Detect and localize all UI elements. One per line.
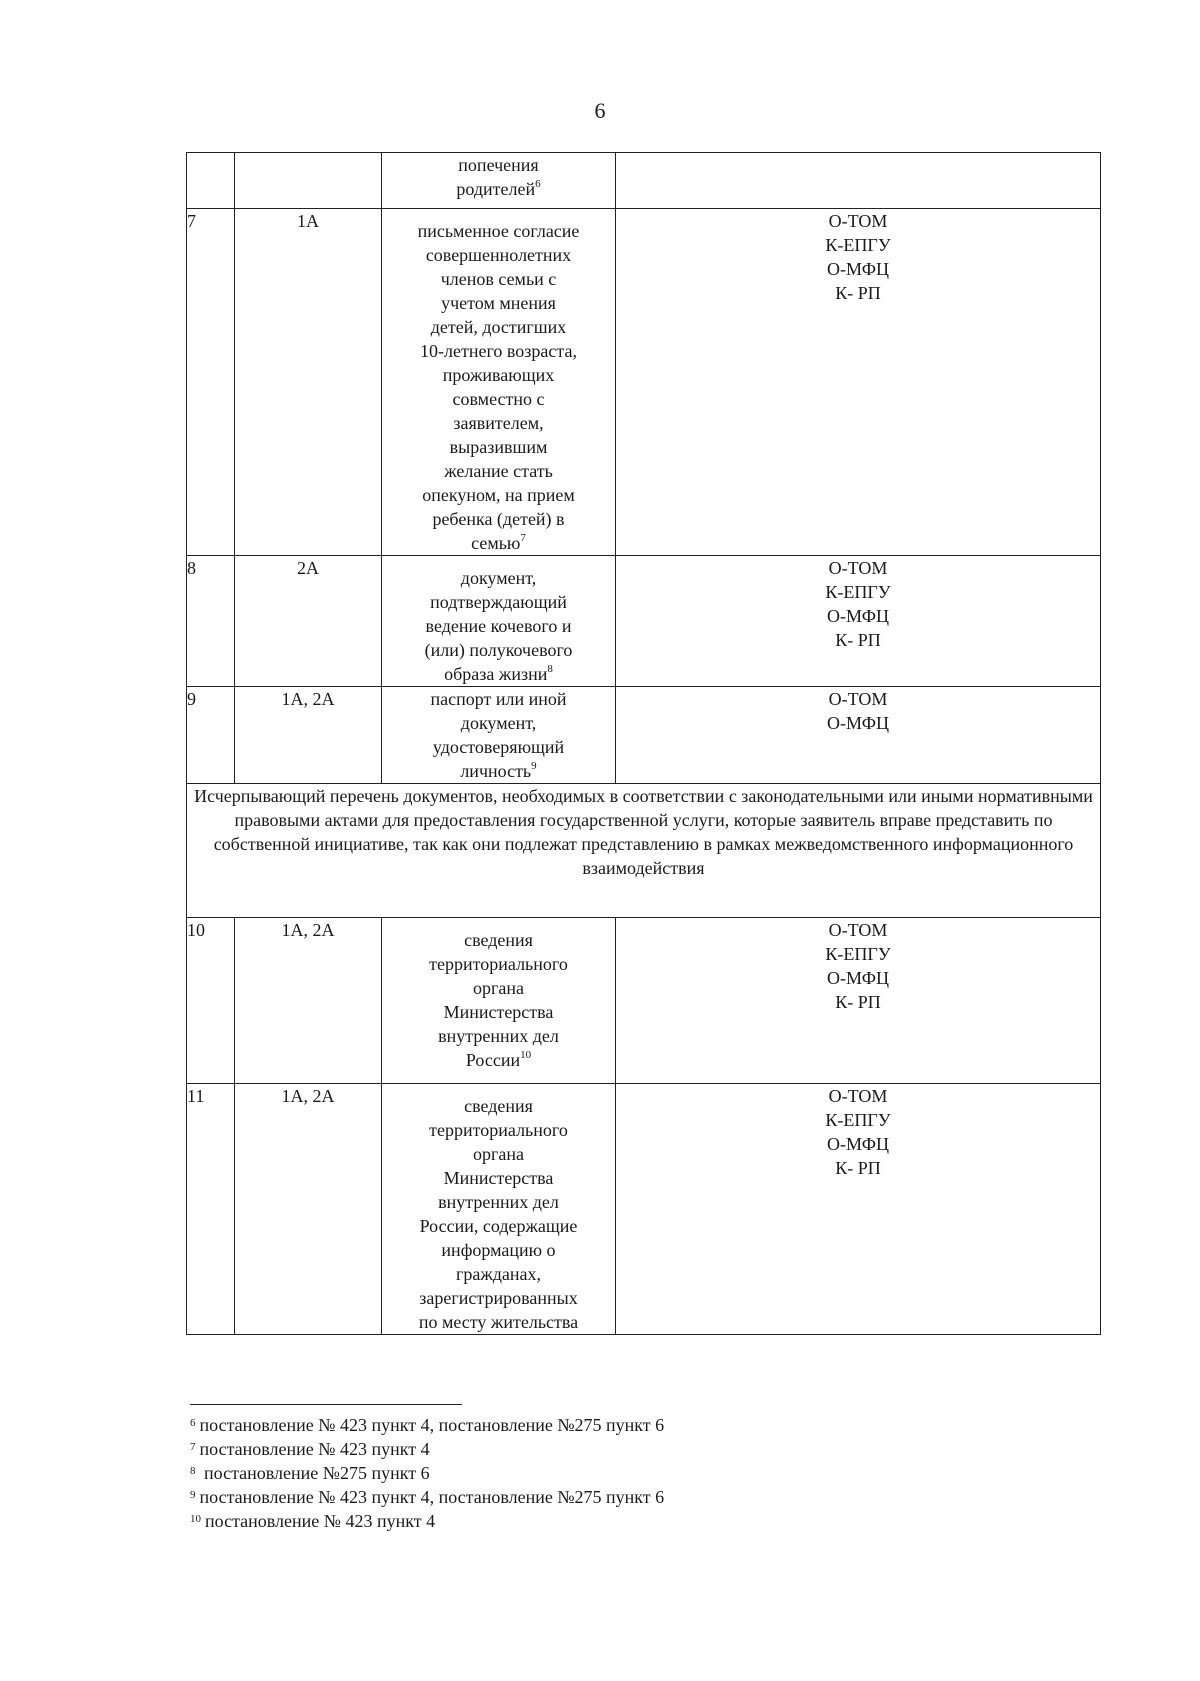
applicant-category: 1А, 2А [235,1084,382,1335]
document-name-line: опекуном, на прием [422,485,575,505]
page-number: 6 [594,98,606,123]
document-name-line: удостоверяющий [432,737,565,757]
submission-method: О-ТОМ [828,689,888,709]
document-name [382,153,616,209]
submission-methods [616,556,1101,687]
row-number: 9 [187,687,235,784]
row-number: 8 [187,556,235,687]
document-name-line: органа [473,978,524,998]
document-name [382,209,616,556]
document-name-line: России [465,1050,521,1070]
submission-method: О-МФЦ [827,968,889,988]
submission-methods [616,1084,1101,1335]
footnote-text: постановление № 423 пункт 4 [205,1511,436,1531]
footnote-separator [190,1404,462,1405]
applicant-category [235,153,382,209]
document-name-line: паспорт или иной [430,689,567,709]
footnote-reference: 9 [531,760,537,772]
row-number [187,153,235,209]
document-name-line: зарегистрированных [419,1288,578,1308]
footnote [190,1413,664,1437]
document-name-line: (или) полукочевого [424,640,573,660]
footnote-text: постановление № 423 пункт 4, постановление №275 пункт 6 [199,1415,665,1435]
document-name [382,556,616,687]
footnote [190,1509,664,1533]
document-name-line: письменное согласие [417,221,580,241]
document-name [382,687,616,784]
document-name-line: Министерства [443,1002,554,1022]
submission-methods [616,918,1101,1084]
document-name-line: документ, [460,713,537,733]
applicant-category: 1А, 2А [235,687,382,784]
submission-method: О-ТОМ [828,1086,888,1106]
row-number: 7 [187,209,235,556]
submission-method: К- РП [835,992,881,1012]
applicant-category: 1А [235,209,382,556]
table-row [187,209,1101,556]
document-name-line: 10-летнего возраста, [420,341,577,361]
document-name-line: родителей [456,179,536,199]
footnote-reference: 10 [520,1049,532,1061]
applicant-category: 2А [235,556,382,687]
document-name-line: документ, [460,568,537,588]
table-row [187,918,1101,1084]
document-name-line: информацию о [441,1240,556,1260]
document-name-line: гражданах, [455,1264,542,1284]
submission-method: К- РП [835,1158,881,1178]
document-name-line: подтверждающий [430,592,567,612]
document-name-line: совершеннолетних [425,245,572,265]
footnote-mark: 8 [190,1465,196,1477]
document-name-line: территориального [429,1120,568,1140]
footnote-mark: 6 [190,1417,196,1429]
document-name-line: желание стать [444,461,553,481]
document-name-line: образа жизни [444,664,548,684]
row-number: 10 [187,918,235,1084]
document-name-line: учетом мнения [441,293,556,313]
document-name-line: выразившим [449,437,548,457]
submission-method: К-ЕПГУ [825,944,891,964]
submission-method: К-ЕПГУ [825,235,891,255]
document-name-line: личность [460,761,532,781]
document-name-line: ребенка (детей) в [432,509,565,529]
submission-methods [616,687,1101,784]
footnote-mark: 10 [190,1513,201,1525]
footnote-text: постановление № 423 пункт 4, постановление №275 пункт 6 [199,1487,665,1507]
document-name-line: заявителем, [453,413,544,433]
submission-method: К- РП [835,630,881,650]
footnote [190,1461,664,1485]
document-name-line: Министерства [443,1168,554,1188]
footnote-mark: 7 [190,1441,196,1453]
footnote-reference: 8 [547,663,553,675]
submission-methods [616,209,1101,556]
document-name-line: проживающих [442,365,555,385]
footnotes [190,1413,664,1533]
footnote-text: постановление № 423 пункт 4 [199,1439,430,1459]
submission-method: О-ТОМ [828,211,888,231]
submission-method: О-ТОМ [828,920,888,940]
document-name-line: органа [473,1144,524,1164]
document-name-line: ведение кочевого и [425,616,572,636]
submission-method: О-МФЦ [827,259,889,279]
submission-method: О-МФЦ [827,1134,889,1154]
footnote-reference: 7 [520,532,526,544]
submission-method: К- РП [835,283,881,303]
footnote-reference: 6 [535,178,541,190]
documents-table [186,152,1101,1335]
table-row [187,556,1101,687]
submission-method: О-МФЦ [827,713,889,733]
footnote [190,1437,664,1461]
document-name-line: по месту жительства [418,1312,579,1332]
document-name-line: сведения [464,930,533,950]
table-row [187,1084,1101,1335]
section-heading: Исчерпывающий перечень документов, необходимых в соответствии с законодательными или иными нормативными правовыми актами для предоставления государственной услуги, которые заявитель вправе представить по собственной инициативе, так как они подлежат представлению в рамках межведомственного информационного взаимодействия [187,784,1101,918]
footnote-text: постановление №275 пункт 6 [199,1463,430,1483]
document-name-line: семью [471,533,521,553]
submission-method: О-МФЦ [827,606,889,626]
row-number: 11 [187,1084,235,1335]
document-name-line: попечения [458,155,539,175]
document-name-line: сведения [464,1096,533,1116]
submission-method: К-ЕПГУ [825,582,891,602]
table-row [187,687,1101,784]
submission-method: К-ЕПГУ [825,1110,891,1130]
document-name-line: территориального [429,954,568,974]
document-name-line: России, содержащие [419,1216,578,1236]
submission-method: О-ТОМ [828,558,888,578]
document-name-line: совместно с [452,389,545,409]
submission-methods [616,153,1101,209]
table-row [187,153,1101,209]
document-name-line: внутренних дел [438,1192,559,1212]
footnote-mark: 9 [190,1489,196,1501]
document-name [382,1084,616,1335]
document-name-line: детей, достигших [430,317,567,337]
applicant-category: 1А, 2А [235,918,382,1084]
footnote [190,1485,664,1509]
document-name-line: членов семьи с [440,269,557,289]
section-heading-row [187,784,1101,918]
document-name [382,918,616,1084]
document-name-line: внутренних дел [438,1026,559,1046]
